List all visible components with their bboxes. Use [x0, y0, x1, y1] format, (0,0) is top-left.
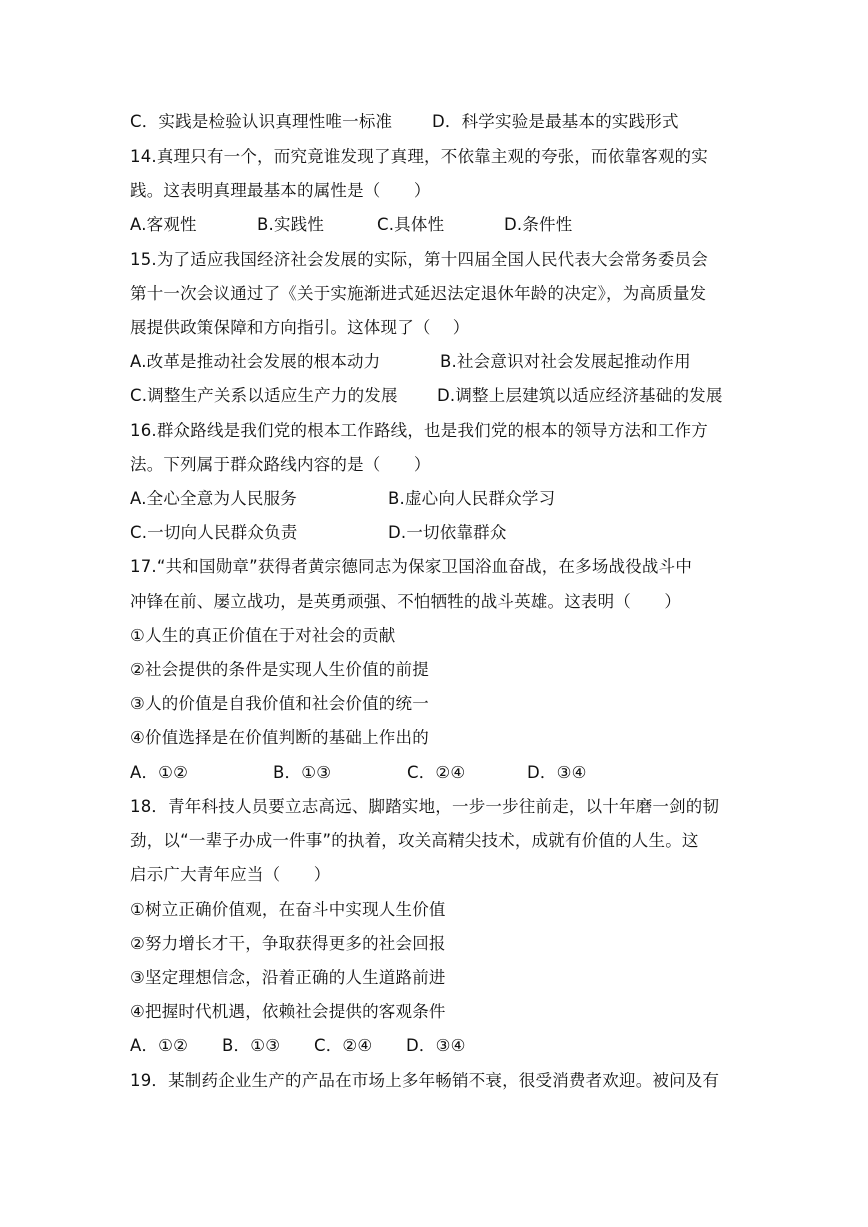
q18-stem-line-1: 18．青年科技人员要立志高远、脚踏实地，一步一步往前走，以十年磨一剑的韧	[130, 797, 720, 816]
q17-item-1: ①人生的真正价值在于对社会的贡献	[130, 626, 396, 645]
q18-item-3: ③坚定理想信念，沿着正确的人生道路前进	[130, 968, 446, 987]
q15-stem-line-3: 展提供政策保障和方向指引。这体现了（ ）	[130, 318, 470, 337]
q18-option-a: A．①②	[130, 1036, 189, 1055]
q16-option-d: D.一切依靠群众	[388, 523, 507, 542]
q18-item-2: ②努力增长才干，争取获得更多的社会回报	[130, 934, 446, 953]
q16-option-c: C.一切向人民群众负责	[130, 523, 298, 542]
q16-option-a: A.全心全意为人民服务	[130, 489, 297, 508]
q15-option-a: A.改革是推动社会发展的根本动力	[130, 352, 381, 371]
q17-item-3: ③人的价值是自我价值和社会价值的统一	[130, 694, 429, 713]
q15-option-d: D.调整上层建筑以适应经济基础的发展	[437, 386, 723, 405]
q13-option-d: D．科学实验是最基本的实践形式	[432, 112, 679, 131]
q17-item-2: ②社会提供的条件是实现人生价值的前提	[130, 660, 429, 679]
q18-stem-line-2: 劲，以“一辈子办成一件事”的执着，攻关高精尖技术，成就有价值的人生。这	[130, 831, 699, 850]
q15-stem-line-1: 15.为了适应我国经济社会发展的实际，第十四届全国人民代表大会常务委员会	[130, 250, 708, 269]
q16-option-b: B.虚心向人民群众学习	[388, 489, 556, 508]
q14-option-d: D.条件性	[504, 215, 573, 234]
q18-option-d: D．③④	[406, 1036, 466, 1055]
q17-option-a: A．①②	[130, 763, 189, 782]
q17-stem-line-2: 冲锋在前、屡立战功，是英勇顽强、不怕牺牲的战斗英雄。这表明（ ）	[130, 592, 682, 611]
q15-option-c: C.调整生产关系以适应生产力的发展	[130, 386, 398, 405]
q16-stem-line-1: 16.群众路线是我们党的根本工作路线，也是我们党的根本的领导方法和工作方	[130, 421, 708, 440]
q18-option-b: B．①③	[222, 1036, 281, 1055]
q18-item-4: ④把握时代机遇，依赖社会提供的客观条件	[130, 1002, 446, 1021]
q15-stem-line-2: 第十一次会议通过了《关于实施渐进式延迟法定退休年龄的决定》，为高质量发	[130, 284, 707, 303]
q14-option-c: C.具体性	[377, 215, 445, 234]
q19-stem-line-1: 19．某制药企业生产的产品在市场上多年畅销不衰，很受消费者欢迎。被问及有	[130, 1071, 720, 1090]
q13-option-c: C．实践是检验认识真理性唯一标准	[130, 112, 393, 131]
q17-option-c: C．②④	[407, 763, 466, 782]
q15-option-b: B.社会意识对社会发展起推动作用	[440, 352, 691, 371]
q16-stem-line-2: 法。下列属于群众路线内容的是（ ）	[130, 455, 431, 474]
q14-option-b: B.实践性	[257, 215, 325, 234]
q14-stem-line-2: 践。这表明真理最基本的属性是（ ）	[130, 181, 431, 200]
q14-option-a: A.客观性	[130, 215, 197, 234]
q17-option-d: D．③④	[527, 763, 587, 782]
q17-item-4: ④价值选择是在价值判断的基础上作出的	[130, 728, 429, 747]
q17-option-b: B．①③	[273, 763, 332, 782]
q14-stem-line-1: 14.真理只有一个，而究竟谁发现了真理，不依靠主观的夸张，而依靠客观的实	[130, 147, 708, 166]
q17-stem-line-1: 17.“共和国勋章”获得者黄宗德同志为保家卫国浴血奋战，在多场战役战斗中	[130, 557, 693, 576]
q18-option-c: C．②④	[314, 1036, 373, 1055]
q18-item-1: ①树立正确价值观，在奋斗中实现人生价值	[130, 900, 446, 919]
q18-stem-line-3: 启示广大青年应当（ ）	[130, 865, 331, 884]
